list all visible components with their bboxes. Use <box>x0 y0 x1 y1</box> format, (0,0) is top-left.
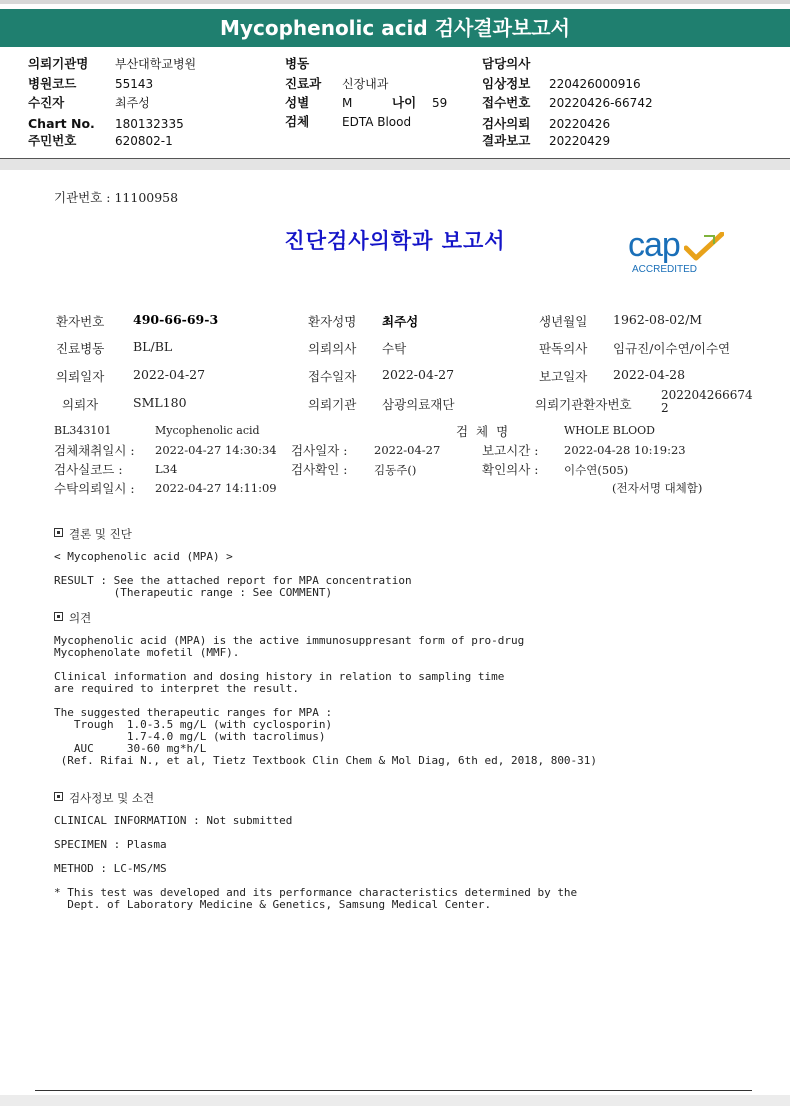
section-conclusion-title: 결론 및 진단 <box>69 527 132 541</box>
section-box-icon <box>54 612 63 621</box>
s2-line-5: The suggested therapeutic ranges for MPA : <box>54 706 333 719</box>
section-box-icon <box>54 528 63 537</box>
value-request-date: 2022-04-27 <box>133 367 206 382</box>
report-banner-title: Mycophenolic acid 검사결과보고서 <box>0 9 790 47</box>
s1-line-1: < Mycophenolic acid (MPA) > <box>54 550 233 563</box>
value-department: 신장내과 <box>342 77 389 91</box>
footer-gray-band <box>0 1095 790 1106</box>
label-lab-code: 검사실코드 : <box>54 462 123 477</box>
s3-line-5: Dept. of Laboratory Medicine & Genetics, Samsung Medical Center. <box>54 898 492 911</box>
s3-line-3: METHOD : LC-MS/MS <box>54 862 167 875</box>
report-title: 진단검사의학과 보고서 <box>284 229 506 253</box>
label-inst-patient-no: 의뢰기관환자번호 <box>535 397 632 412</box>
label-attending-doctor: 담당의사 <box>482 56 531 71</box>
label-test-date: 검사일자 : <box>291 443 348 458</box>
label-receipt-date: 접수일자 <box>308 369 357 384</box>
value-requesting-doctor: 수탁 <box>382 341 407 356</box>
value-patient-no: 490-66-69-3 <box>133 312 219 327</box>
e-signature-note: (전자서명 대체함) <box>612 481 703 495</box>
label-consign-time: 수탁의뢰일시 : <box>54 481 135 496</box>
cap-accredited-logo <box>628 226 728 280</box>
s2-line-1: Mycophenolic acid (MPA) is the active immunosuppresant form of pro-drug <box>54 634 525 647</box>
test-code: BL343101 <box>54 424 112 437</box>
s2-line-4: are required to interpret the result. <box>54 682 300 695</box>
label-clinical-info: 임상정보 <box>482 76 531 91</box>
label-reading-doctor: 판독의사 <box>539 341 588 356</box>
section-conclusion-heading <box>54 526 132 542</box>
value-receipt-date: 2022-04-27 <box>382 367 455 382</box>
label-ward2: 진료병동 <box>56 341 105 356</box>
label-requesting-doctor: 의뢰의사 <box>308 341 357 356</box>
label-patient-no: 환자번호 <box>56 314 105 329</box>
value-clinical-info: 220426000916 <box>549 77 641 91</box>
label-hospital-code: 병원코드 <box>28 76 77 91</box>
institution-number: 기관번호 : 11100958 <box>54 190 179 205</box>
label-ward: 병동 <box>285 56 310 71</box>
value-sex: M <box>342 96 353 110</box>
value-hospital-code: 55143 <box>115 77 154 91</box>
section-testinfo-heading <box>54 790 154 806</box>
value-age: 59 <box>432 96 448 110</box>
value-report-time: 2022-04-28 10:19:23 <box>564 443 686 457</box>
value-specimen-name: WHOLE BLOOD <box>564 424 655 437</box>
s2-line-9: (Ref. Rifai N., et al, Tietz Textbook Clin Chem & Mol Diag, 6th ed, 2018, 800-31) <box>54 754 598 767</box>
label-resident-no: 주민번호 <box>28 133 77 148</box>
label-specimen: 검체 <box>285 114 310 129</box>
cap-logo-word: cap <box>628 226 680 264</box>
value-test-date: 2022-04-27 <box>374 443 441 457</box>
section-box-icon <box>54 792 63 801</box>
s3-line-1: CLINICAL INFORMATION : Not submitted <box>54 814 293 827</box>
s3-line-2: SPECIMEN : Plasma <box>54 838 167 851</box>
test-name: Mycophenolic acid <box>155 424 260 437</box>
value-examinee: 최주성 <box>115 96 150 110</box>
label-test-confirm: 검사확인 : <box>291 462 348 477</box>
value-test-request: 20220426 <box>549 117 611 131</box>
value-result-report: 20220429 <box>549 134 611 148</box>
value-reading-doctor: 임규진/이수연/이수연 <box>613 341 731 356</box>
value-test-confirm: 김동주() <box>374 463 417 477</box>
value-birthdate: 1962-08-02/M <box>613 312 703 327</box>
label-examinee: 수진자 <box>28 95 65 110</box>
label-age: 나이 <box>392 95 417 110</box>
label-chart-no: Chart No. <box>28 116 95 131</box>
value-collection-time: 2022-04-27 14:30:34 <box>155 443 277 457</box>
s2-line-7: 1.7-4.0 mg/L (with tacrolimus) <box>54 730 326 743</box>
label-result-report: 결과보고 <box>482 133 531 148</box>
label-patient-name: 환자성명 <box>308 314 357 329</box>
label-collection-time: 검체채취일시 : <box>54 443 135 458</box>
s3-line-4: * This test was developed and its performance characteristics determined by the <box>54 886 578 899</box>
value-chart-no: 180132335 <box>115 117 184 131</box>
top-border <box>0 0 790 4</box>
section-testinfo-title: 검사정보 및 소견 <box>69 791 155 805</box>
label-report-date: 보고일자 <box>539 369 588 384</box>
report-panel <box>0 170 790 1095</box>
s2-line-8: AUC 30-60 mg*h/L <box>54 742 207 755</box>
value-inst-patient-no: 202204266674 2 <box>661 388 753 415</box>
value-report-date: 2022-04-28 <box>613 367 686 382</box>
label-request-date: 의뢰일자 <box>56 369 105 384</box>
value-requesting-institution: 부산대학교병원 <box>115 57 197 71</box>
s1-line-2: RESULT : See the attached report for MPA concentration <box>54 574 412 587</box>
label-test-request: 검사의뢰 <box>482 116 531 131</box>
value-receipt-no: 20220426-66742 <box>549 96 653 110</box>
value-patient-name: 최주성 <box>382 314 419 329</box>
label-confirm-doctor: 확인의사 : <box>482 462 539 477</box>
label-sex: 성별 <box>285 95 310 110</box>
label-department: 진료과 <box>285 76 322 91</box>
section-opinion-heading <box>54 610 91 626</box>
s2-line-6: Trough 1.0-3.5 mg/L (with cyclosporin) <box>54 718 333 731</box>
s2-line-2: Mycophenolate mofetil (MMF). <box>54 646 240 659</box>
value-ward2: BL/BL <box>133 339 173 354</box>
value-lab-code: L34 <box>155 462 178 476</box>
value-consign-time: 2022-04-27 14:11:09 <box>155 481 277 495</box>
footer-divider <box>35 1090 752 1091</box>
value-requester: SML180 <box>133 395 187 410</box>
label-specimen-name: 검 체 명 <box>456 424 511 439</box>
value-confirm-doctor: 이수연(505) <box>564 463 629 477</box>
label-requesting-institution2: 의뢰기관 <box>308 397 357 412</box>
value-resident-no: 620802-1 <box>115 134 173 148</box>
section-opinion-title: 의견 <box>69 611 92 625</box>
label-requester: 의뢰자 <box>62 397 99 412</box>
header-gray-band <box>0 159 790 170</box>
value-specimen: EDTA Blood <box>342 115 412 129</box>
s2-line-3: Clinical information and dosing history in relation to sampling time <box>54 670 505 683</box>
label-report-time: 보고시간 : <box>482 443 539 458</box>
value-requesting-institution2: 삼광의료재단 <box>382 397 455 412</box>
label-birthdate: 생년월일 <box>539 314 588 329</box>
label-requesting-institution: 의뢰기관명 <box>28 56 89 71</box>
label-receipt-no: 접수번호 <box>482 95 531 110</box>
cap-logo-accredited: ACCREDITED <box>632 264 698 275</box>
cap-checkmark-icon <box>684 232 724 262</box>
s1-line-3: (Therapeutic range : See COMMENT) <box>54 586 333 599</box>
